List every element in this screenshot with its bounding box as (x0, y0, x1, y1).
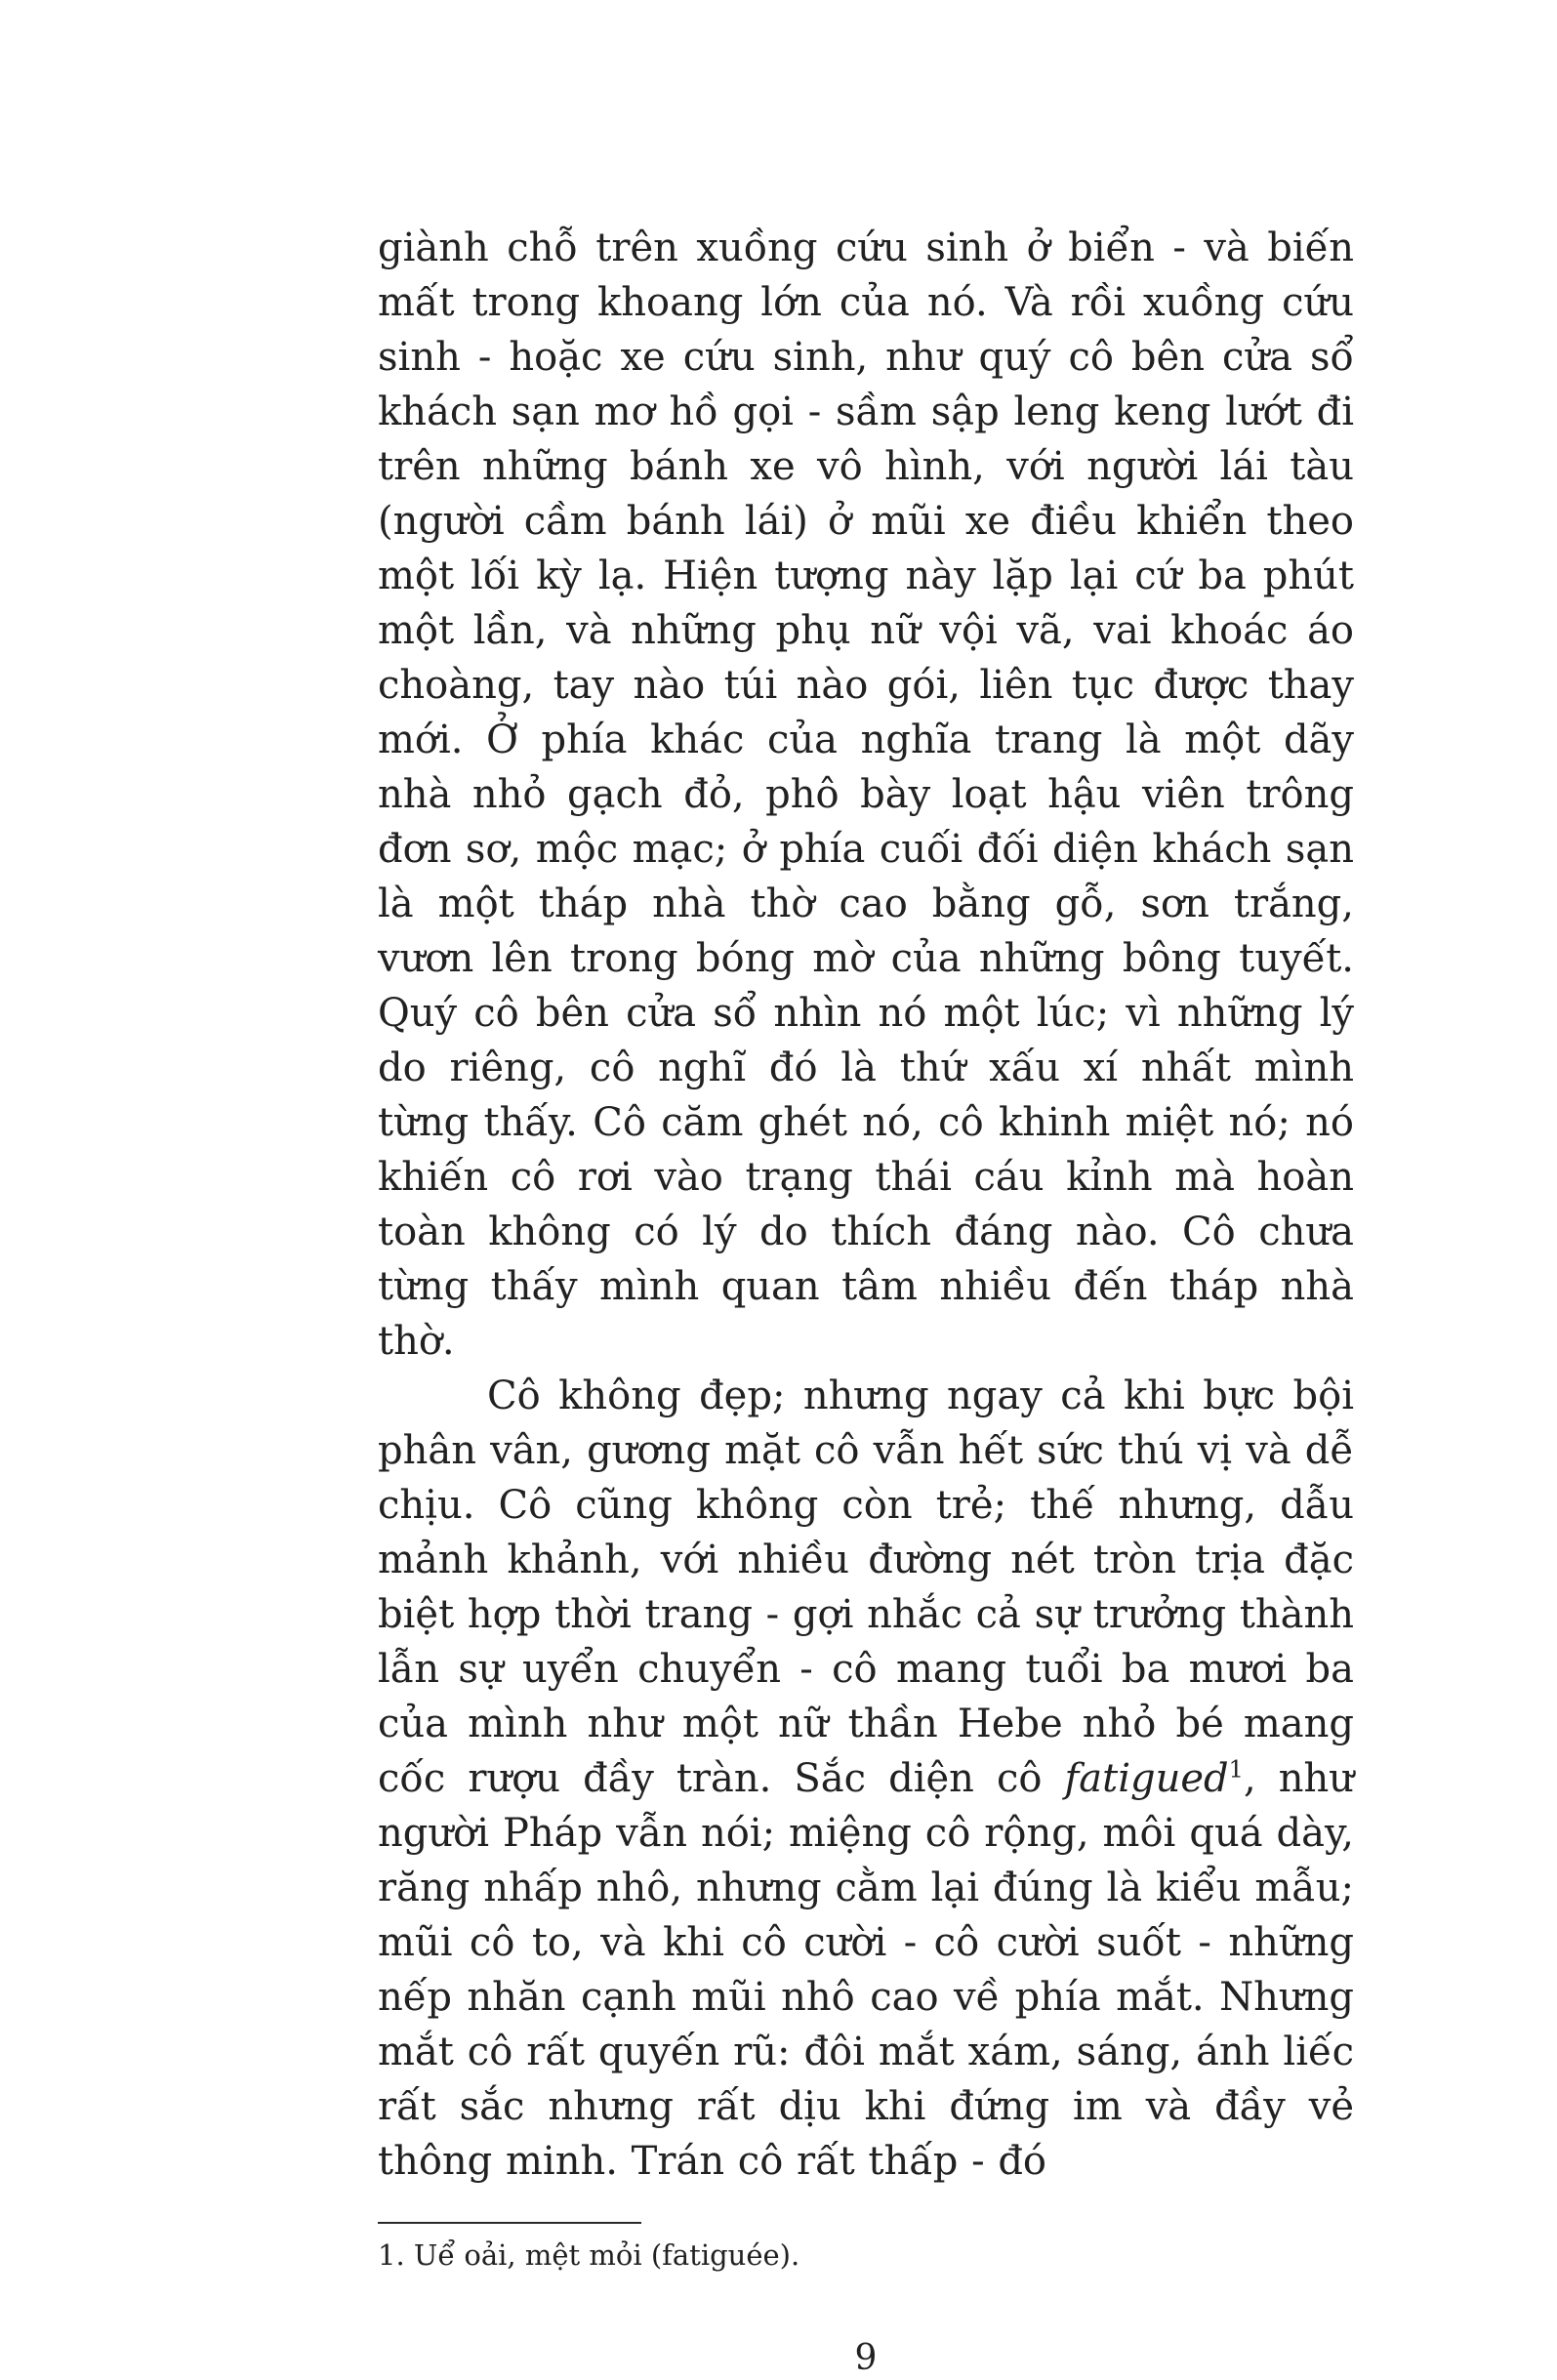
body-text (378, 221, 1354, 2189)
paragraph-text: , như người Pháp vẫn nói; miệng cô rộng, môi quá dày, răng nhấp nhô, nhưng cằm lại đúng là kiểu mẫu; mũi cô to, và khi cô cười - cô cười suốt - những nếp nhăn cạnh mũi nhô cao về phía mắt. Nhưng mắt cô rất quyến rũ: đôi mắt xám, sáng, ánh liếc rất sắc nhưng rất dịu khi đứng im và đầy vẻ thông minh. Trán cô rất thấp - đó (378, 1756, 1354, 2184)
footnote-marker: 1 (1228, 1755, 1244, 1784)
paragraph-text: Cô không đẹp; nhưng ngay cả khi bực bội phân vân, gương mặt cô vẫn hết sức thú vị và dễ chịu. Cô cũng không còn trẻ; thế nhưng, dẫu mảnh khảnh, với nhiều đường nét tròn trịa đặc biệt hợp thời trang - gợi nhắc cả sự trưởng thành lẫn sự uyển chuyển - cô mang tuổi ba mươi ba của mình như một nữ thần Hebe nhỏ bé mang cốc rượu đầy tràn. Sắc diện cô (378, 1374, 1354, 1801)
paragraph-text: giành chỗ trên xuồng cứu sinh ở biển - và biến mất trong khoang lớn của nó. Và rồi xuồng cứu sinh - hoặc xe cứu sinh, như quý cô bên cửa sổ khách sạn mơ hồ gọi - sầm sập leng keng lướt đi trên những bánh xe vô hình, với người lái tàu (người cầm bánh lái) ở mũi xe điều khiển theo một lối kỳ lạ. Hiện tượng này lặp lại cứ ba phút một lần, và những phụ nữ vội vã, vai khoác áo choàng, tay nào túi nào gói, liên tục được thay mới. Ở phía khác của nghĩa trang là một dãy nhà nhỏ gạch đỏ, phô bày loạt hậu viên trông đơn sơ, mộc mạc; ở phía cuối đối diện khách sạn là một tháp nhà thờ cao bằng gỗ, sơn trắng, vươn lên trong bóng mờ của những bông tuyết. Quý cô bên cửa sổ nhìn nó một lúc; vì những lý do riêng, cô nghĩ đó là thứ xấu xí nhất mình từng thấy. Cô căm ghét nó, cô khinh miệt nó; nó khiến cô rơi vào trạng thái cáu kỉnh mà hoàn toàn không có lý do thích đáng nào. Cô chưa từng thấy mình quan tâm nhiều đến tháp nhà thờ. (378, 226, 1354, 1364)
paragraph (378, 221, 1354, 1369)
text-block (378, 221, 1354, 2380)
italic-term: fatigued (1064, 1756, 1229, 1801)
footnote-divider (378, 2222, 641, 2224)
page-number: 9 (854, 2338, 878, 2378)
footnote-text: 1. Uể oải, mệt mỏi (fatiguée). (378, 2238, 800, 2272)
footnote-area (378, 2222, 1354, 2275)
paragraph (378, 1369, 1354, 2189)
